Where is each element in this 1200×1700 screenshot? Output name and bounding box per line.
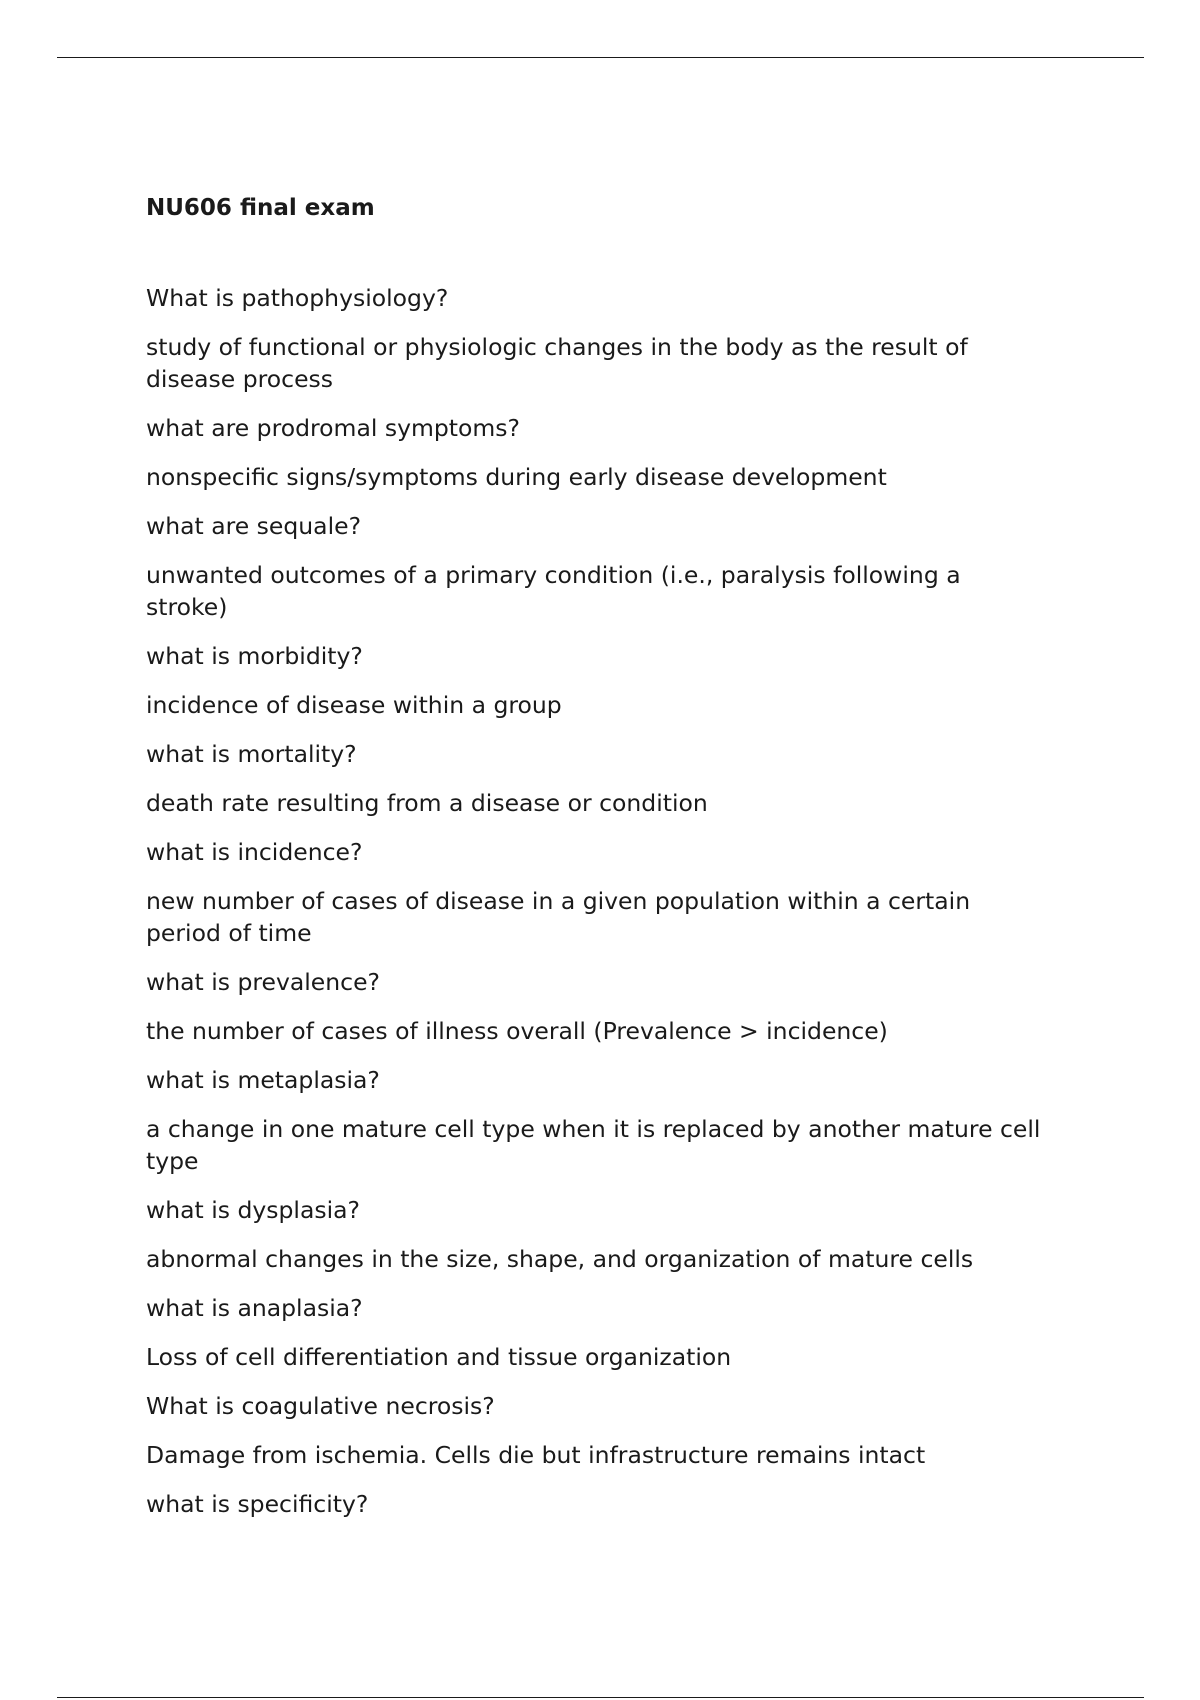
answer: new number of cases of disease in a given population within a certain period of time xyxy=(146,887,971,947)
question: what is metaplasia? xyxy=(146,1066,380,1094)
answer: death rate resulting from a disease or condition xyxy=(146,789,708,817)
top-rule xyxy=(57,57,1144,58)
answer: the number of cases of illness overall (Prevalence > incidence) xyxy=(146,1017,888,1045)
question: what are sequale? xyxy=(146,512,362,540)
question: what are prodromal symptoms? xyxy=(146,414,521,442)
answer: abnormal changes in the size, shape, and organization of mature cells xyxy=(146,1245,974,1273)
document-title: NU606 final exam xyxy=(146,195,375,221)
question: what is prevalence? xyxy=(146,968,381,996)
question: what is mortality? xyxy=(146,740,357,768)
question: What is pathophysiology? xyxy=(146,284,449,312)
answer: Loss of cell differentiation and tissue organization xyxy=(146,1343,732,1371)
answer: study of functional or physiologic changes in the body as the result of disease process xyxy=(146,333,968,393)
question: what is morbidity? xyxy=(146,642,363,670)
answer: incidence of disease within a group xyxy=(146,691,562,719)
question: what is specificity? xyxy=(146,1490,369,1518)
answer: unwanted outcomes of a primary condition (i.e., paralysis following a stroke) xyxy=(146,561,961,621)
question: What is coagulative necrosis? xyxy=(146,1392,495,1420)
question: what is anaplasia? xyxy=(146,1294,363,1322)
answer: a change in one mature cell type when it is replaced by another mature cell type xyxy=(146,1115,1041,1175)
question: what is incidence? xyxy=(146,838,363,866)
document-body xyxy=(146,193,1046,1537)
question: what is dysplasia? xyxy=(146,1196,361,1224)
answer: Damage from ischemia. Cells die but infrastructure remains intact xyxy=(146,1441,926,1469)
bottom-rule xyxy=(57,1697,1144,1698)
answer: nonspecific signs/symptoms during early disease development xyxy=(146,463,887,491)
